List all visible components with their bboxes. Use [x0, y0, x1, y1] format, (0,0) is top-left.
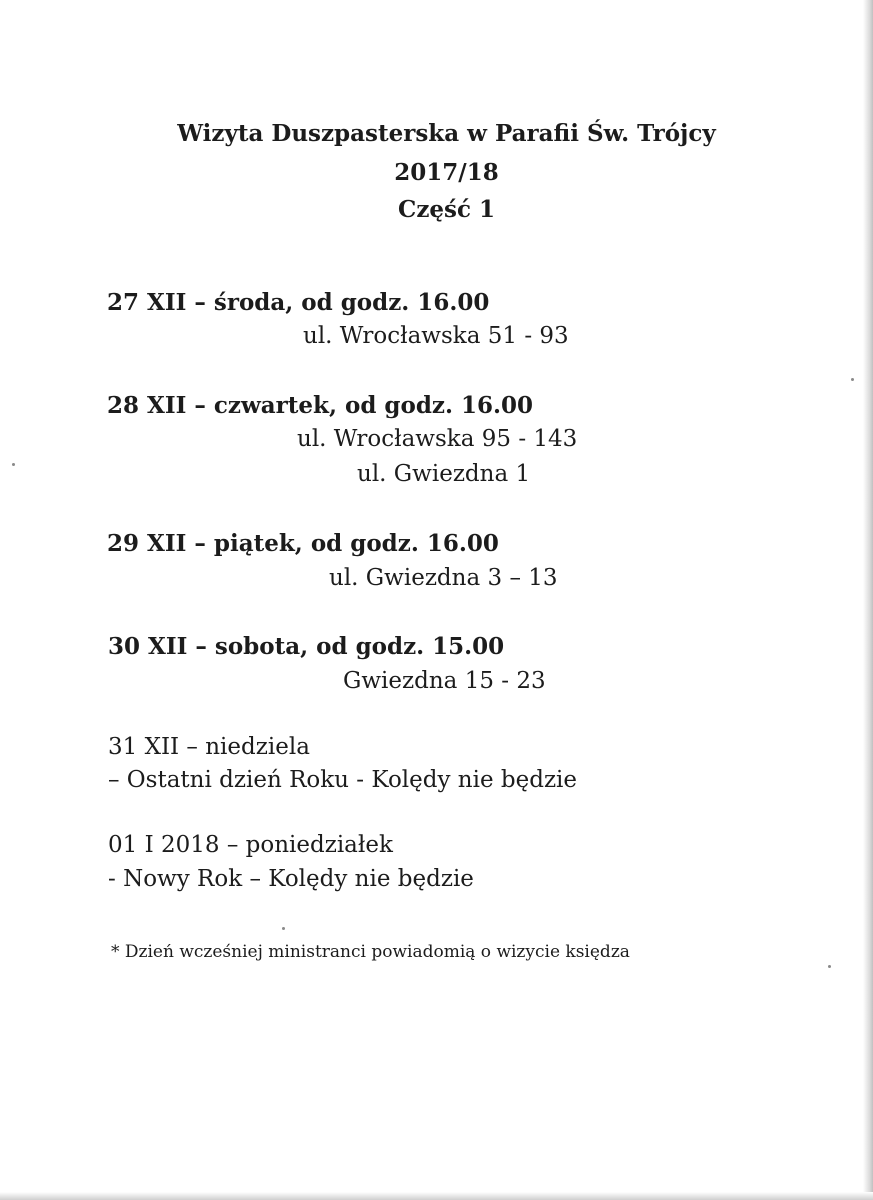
scan-speck — [12, 463, 15, 466]
schedule-day-29: 29 XII – piątek, od godz. 16.00 — [107, 530, 499, 557]
schedule-day-27: 27 XII – środa, od godz. 16.00 — [107, 289, 490, 316]
notice-text: – Ostatni dzień Roku - Kolędy nie będzie — [108, 767, 578, 793]
document-year: 2017/18 — [394, 159, 499, 186]
schedule-day-30: 30 XII – sobota, od godz. 15.00 — [108, 633, 505, 660]
document-part: Część 1 — [398, 196, 495, 223]
notice-text: - Nowy Rok – Kolędy nie będzie — [108, 866, 474, 892]
scan-speck — [282, 927, 285, 930]
scan-edge-bottom — [0, 1192, 873, 1200]
schedule-address: Gwiezdna 15 - 23 — [343, 668, 546, 694]
schedule-day-28: 28 XII – czwartek, od godz. 16.00 — [107, 392, 534, 419]
notice-day-01: 01 I 2018 – poniedziałek — [108, 832, 393, 858]
footnote: * Dzień wcześniej ministranci powiadomią o wizycie księdza — [111, 942, 630, 962]
document-title: Wizyta Duszpasterska w Parafii Św. Trójcy — [177, 120, 716, 147]
schedule-address: ul. Gwiezdna 3 – 13 — [329, 565, 558, 591]
scan-speck — [851, 378, 854, 381]
scan-speck — [828, 965, 831, 968]
schedule-address: ul. Wrocławska 51 - 93 — [303, 323, 569, 349]
schedule-address: ul. Gwiezdna 1 — [357, 461, 531, 487]
schedule-address: ul. Wrocławska 95 - 143 — [297, 426, 578, 452]
notice-day-31: 31 XII – niedziela — [108, 734, 310, 760]
